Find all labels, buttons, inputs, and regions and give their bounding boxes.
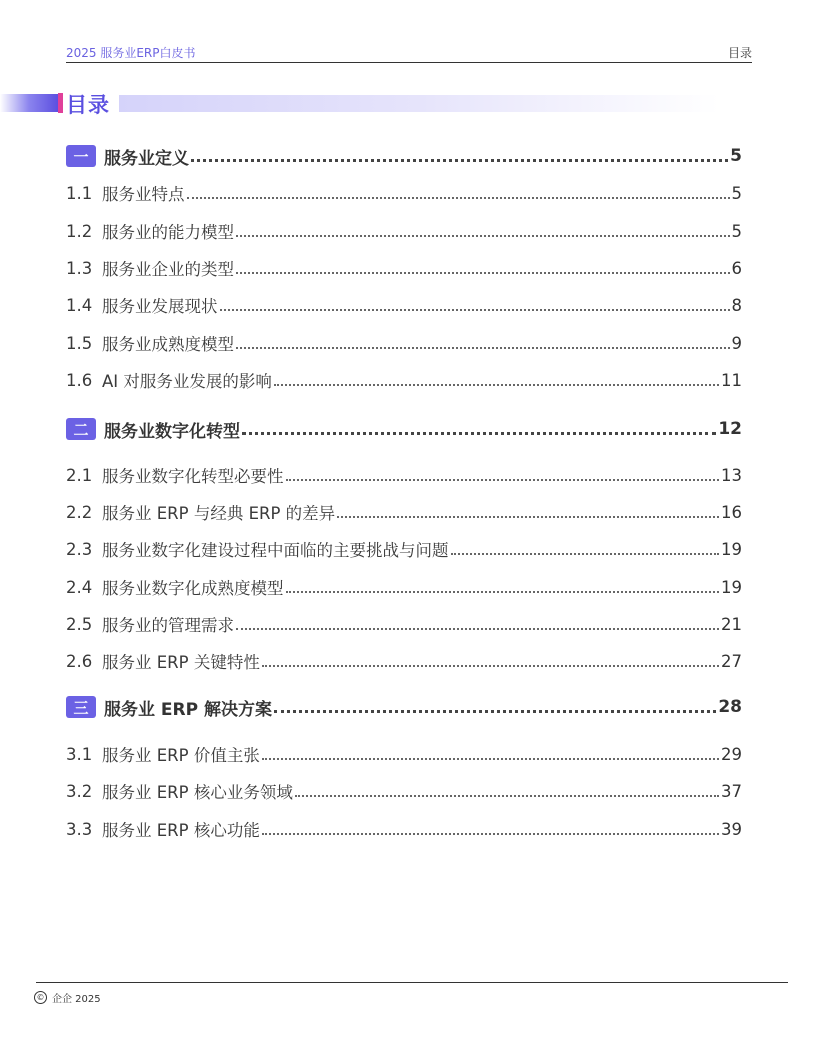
section-badge: 三: [66, 696, 96, 718]
section-title: 服务业数字化转型: [104, 421, 240, 442]
dot-leader: [236, 347, 730, 349]
section-badge: 二: [66, 418, 96, 440]
item-number: 1.5: [66, 333, 93, 353]
toc-item-2-6[interactable]: [66, 650, 742, 672]
page-number: 19: [721, 539, 742, 559]
header-section-label: 目录: [727, 46, 752, 60]
page-number: 28: [718, 697, 742, 717]
banner-gradient-left: [0, 94, 58, 112]
item-number: 1.6: [66, 370, 93, 390]
dot-leader: [286, 479, 720, 481]
item-title: 服务业数字化转型必要性: [102, 467, 284, 486]
item-title: 服务业 ERP 核心业务领域: [102, 783, 293, 802]
dot-leader: [220, 309, 730, 311]
dot-leader: [262, 833, 719, 835]
footer-text: 企企 2025: [52, 994, 101, 1005]
page-number: 37: [721, 781, 742, 801]
page-number: 21: [721, 614, 742, 634]
item-number: 1.3: [66, 258, 93, 278]
toc-item-1-6[interactable]: [66, 369, 742, 391]
toc-item-1-3[interactable]: [66, 257, 742, 279]
toc-item-1-2[interactable]: [66, 220, 742, 242]
item-number: 3.3: [66, 819, 93, 839]
item-number: 3.1: [66, 744, 93, 764]
dot-leader: [286, 591, 720, 593]
dot-leader: [262, 665, 719, 667]
toc-section-1[interactable]: [66, 145, 742, 167]
page-number: 29: [721, 744, 742, 764]
dot-leader: [274, 384, 719, 386]
toc-item-1-5[interactable]: [66, 332, 742, 354]
item-title: 服务业 ERP 与经典 ERP 的差异: [102, 504, 336, 523]
item-number: 2.6: [66, 651, 93, 671]
dot-leader: [451, 553, 720, 555]
page-number: 16: [721, 502, 742, 522]
toc-section-3[interactable]: [66, 696, 742, 718]
banner-gradient-right: [119, 95, 719, 112]
item-number: 1.4: [66, 295, 93, 315]
toc-item-2-4[interactable]: [66, 576, 742, 598]
banner-accent-bar: [58, 93, 63, 113]
page-number: 5: [731, 221, 742, 241]
dot-leader: [262, 758, 719, 760]
item-number: 1.1: [66, 183, 93, 203]
item-number: 3.2: [66, 781, 93, 801]
section-badge: 一: [66, 145, 96, 167]
dot-leader: [187, 197, 730, 199]
dot-leader: [242, 432, 716, 435]
dot-leader: [337, 516, 719, 518]
item-title: 服务业发展现状: [102, 297, 218, 316]
page-number: 6: [731, 258, 742, 278]
toc-item-1-1[interactable]: [66, 182, 742, 204]
page-number: 5: [730, 146, 742, 166]
page-number: 39: [721, 819, 742, 839]
dot-leader: [236, 272, 730, 274]
item-title: 服务业 ERP 价值主张: [102, 746, 260, 765]
page-number: 8: [731, 295, 742, 315]
toc-item-2-5[interactable]: [66, 613, 742, 635]
toc-item-3-1[interactable]: [66, 743, 742, 765]
item-title: 服务业 ERP 关键特性: [102, 653, 260, 672]
page-header: [66, 42, 752, 63]
dot-leader: [295, 795, 719, 797]
toc-banner: [0, 92, 720, 117]
dot-leader: [236, 235, 730, 237]
item-title: 服务业企业的类型: [102, 260, 234, 279]
item-number: 2.4: [66, 577, 93, 597]
toc-section-2[interactable]: [66, 418, 742, 440]
document-title: 2025 服务业ERP白皮书: [66, 46, 196, 60]
item-number: 2.1: [66, 465, 93, 485]
page-number: 19: [721, 577, 742, 597]
item-number: 2.2: [66, 502, 93, 522]
item-title: 服务业的能力模型: [102, 223, 234, 242]
dot-leader: [236, 628, 719, 630]
page-footer: [34, 990, 101, 1005]
toc-item-3-3[interactable]: [66, 818, 742, 840]
toc-heading: 目录: [66, 93, 110, 117]
section-title: 服务业 ERP 解决方案: [104, 699, 272, 720]
item-number: 2.3: [66, 539, 93, 559]
dot-leader: [191, 159, 728, 162]
item-title: 服务业成熟度模型: [102, 335, 234, 354]
toc-item-3-2[interactable]: [66, 780, 742, 802]
item-title: 服务业特点: [102, 185, 185, 204]
item-title: 服务业数字化成熟度模型: [102, 579, 284, 598]
page-number: 13: [721, 465, 742, 485]
item-title: 服务业的管理需求: [102, 616, 234, 635]
page-number: 11: [721, 370, 742, 390]
dot-leader: [274, 710, 716, 713]
item-number: 2.5: [66, 614, 93, 634]
item-title: 服务业 ERP 核心功能: [102, 821, 260, 840]
toc-item-2-2[interactable]: [66, 501, 742, 523]
page-number: 9: [731, 333, 742, 353]
page-number: 12: [718, 419, 742, 439]
toc-item-1-4[interactable]: [66, 294, 742, 316]
page-number: 27: [721, 651, 742, 671]
toc-item-2-3[interactable]: [66, 538, 742, 560]
copyright-icon: ©: [34, 991, 47, 1004]
toc-item-2-1[interactable]: [66, 464, 742, 486]
section-title: 服务业定义: [104, 148, 189, 169]
page-number: 5: [731, 183, 742, 203]
footer-divider: [36, 982, 788, 983]
item-title: AI 对服务业发展的影响: [102, 372, 272, 391]
item-number: 1.2: [66, 221, 93, 241]
item-title: 服务业数字化建设过程中面临的主要挑战与问题: [102, 541, 449, 560]
